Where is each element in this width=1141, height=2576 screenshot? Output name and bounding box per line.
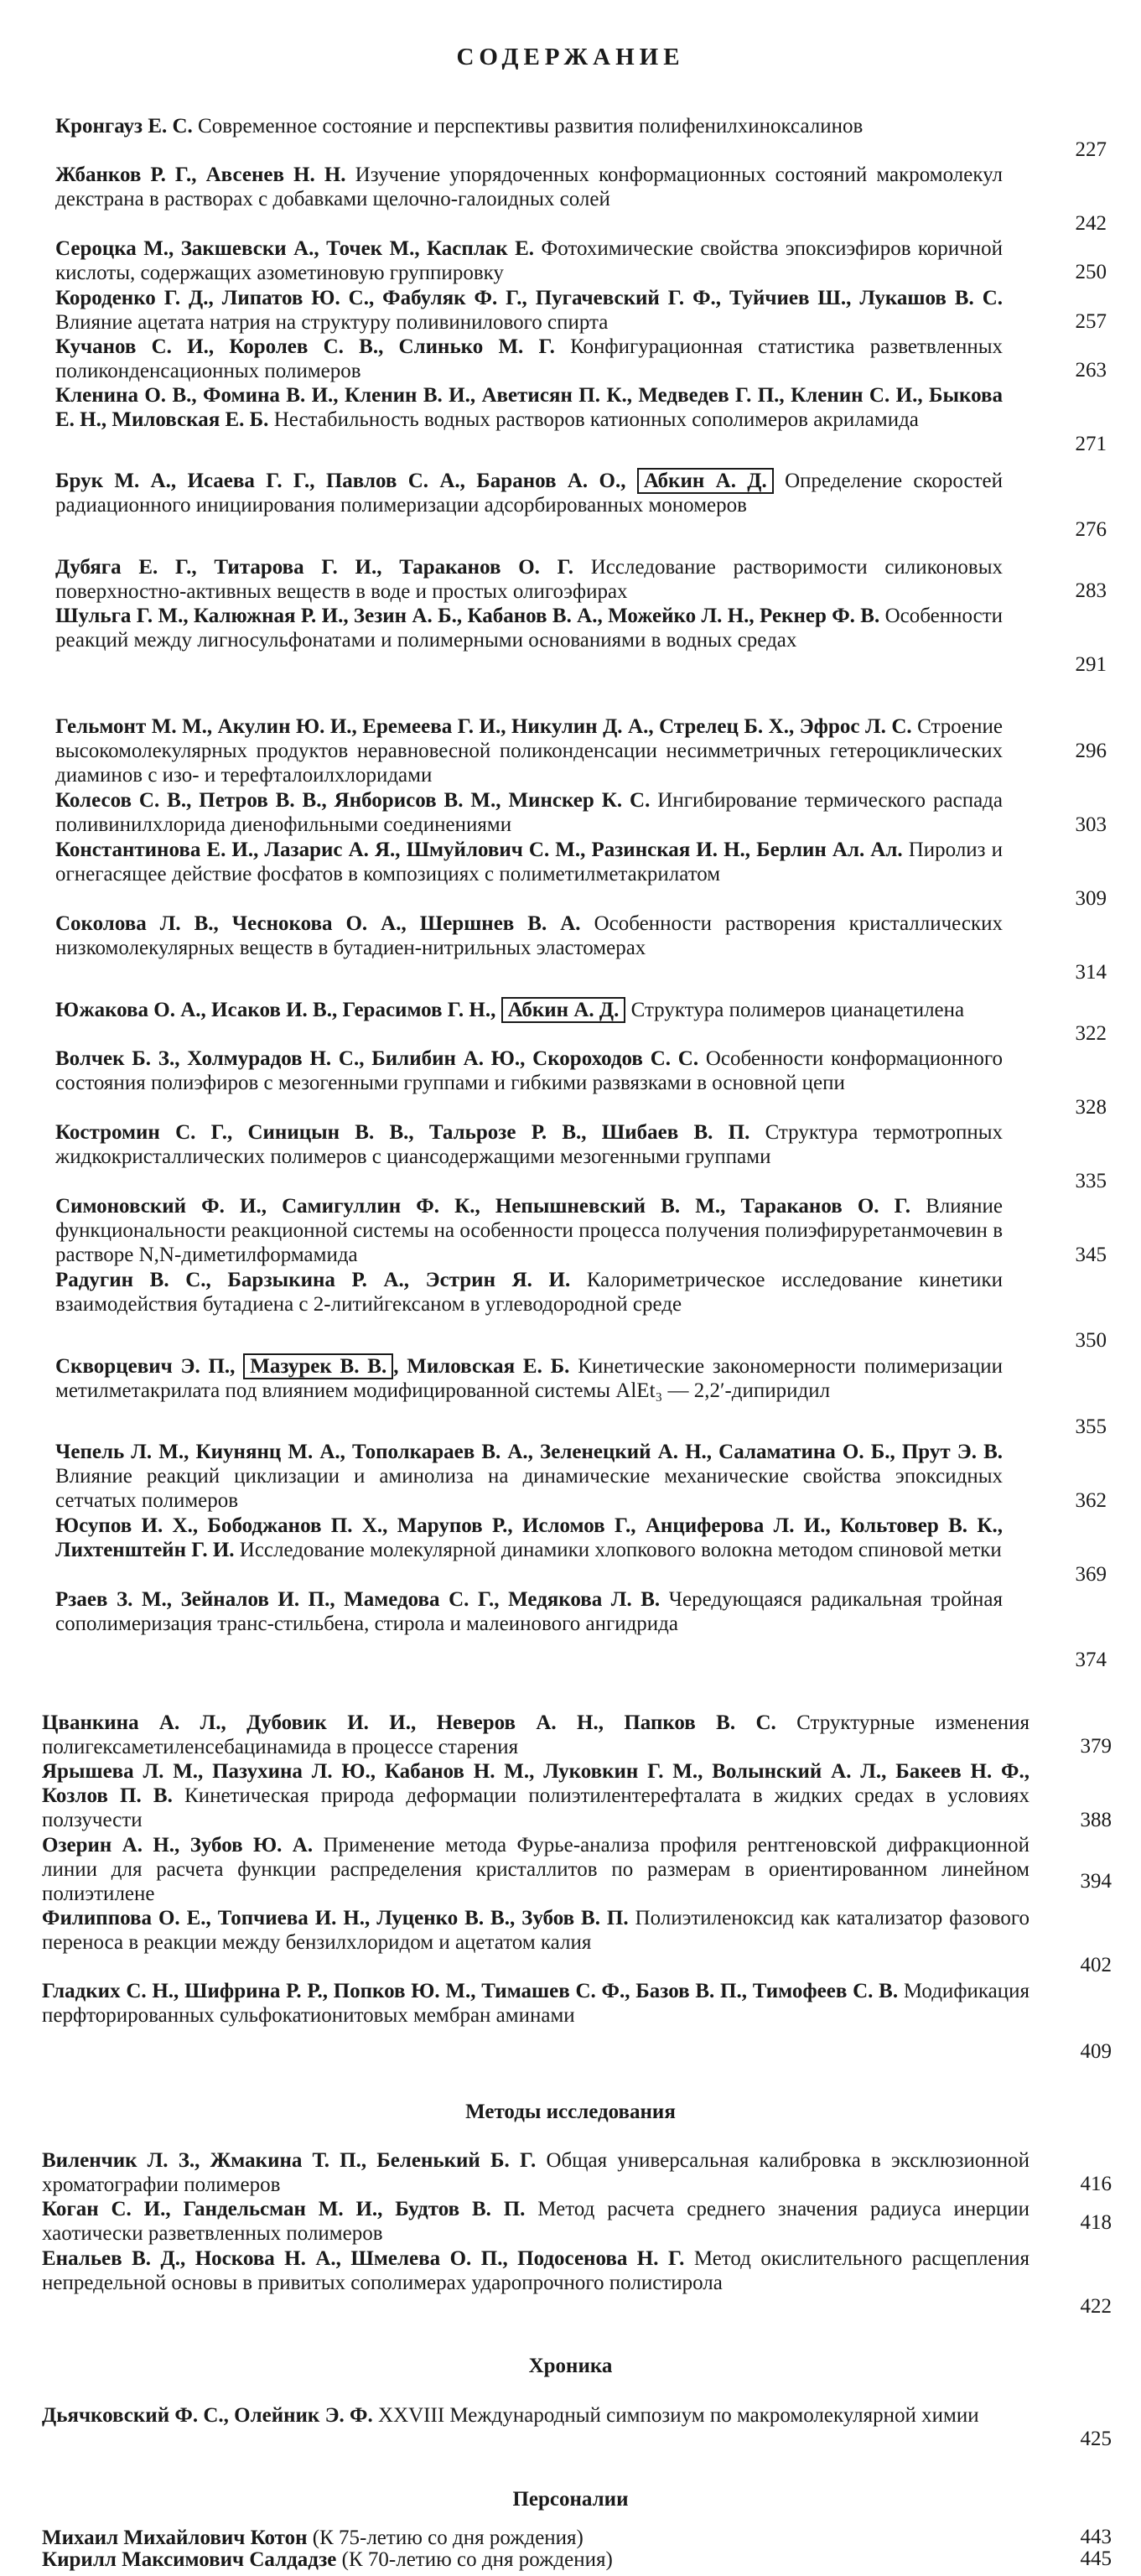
- entry-authors: Сероцка М., Закшевски А., Точек М., Касплак Е.: [55, 237, 535, 260]
- toc-entry: [55, 911, 1003, 960]
- toc-entry: [42, 1759, 1029, 1833]
- entry-title: Изучение упорядоченных конформационных состояний макромолекул декстрана в растворах с добавками щелочно-галоидных солей: [55, 164, 1003, 211]
- entry-title: Метод расчета среднего значения радиуса инерции хаотически разветвленных полимеров: [42, 2198, 1029, 2246]
- entry-title: Полиэтиленоксид как катализатор фазового переноса в реакции между бензилхлоридом и ацетатом калия: [42, 1907, 1030, 1955]
- entry-title: Конфигурационная статистика разветвленных поликонденсационных полимеров: [55, 335, 1004, 383]
- toc-entry: [55, 1514, 1003, 1562]
- entry-page: 422: [1080, 2295, 1112, 2318]
- entry-page: 314: [1075, 961, 1107, 984]
- entry-page: 355: [1075, 1415, 1107, 1438]
- entry-page: 335: [1075, 1170, 1107, 1192]
- entry-page: 443: [1080, 2526, 1112, 2548]
- entry-authors: Михаил Михайлович Котон: [42, 2527, 308, 2549]
- entry-authors: Шульга Г. М., Калюжная Р. И., Зезин А. Б., Кабанов В. А., Можейко Л. Н., Рекнер Ф. В.: [55, 605, 880, 627]
- section-heading-personalia: Персоналии: [512, 2488, 629, 2511]
- boxed-author: Абкин А. Д.: [637, 468, 774, 494]
- entry-page: 362: [1075, 1489, 1107, 1512]
- toc-entry: [55, 714, 1003, 788]
- entry-title: Общая универсальная калибровка в эксклюзионной хроматографии полимеров: [42, 2149, 1029, 2197]
- entry-authors: Дьячковский Ф. С., Олейник Э. Ф.: [42, 2404, 373, 2427]
- entry-title: Структура термотропных жидкокристаллических полимеров с циансодержащими мезогенными группами: [55, 1121, 1003, 1169]
- boxed-author: Абкин А. Д.: [501, 997, 626, 1023]
- toc-entry: [55, 1120, 1003, 1169]
- boxed-author: Мазурек В. В.: [243, 1353, 393, 1379]
- entry-page: 409: [1080, 2040, 1112, 2063]
- toc-entry: [42, 2197, 1029, 2246]
- entry-page: 291: [1075, 653, 1107, 676]
- entry-title: Особенности конформационного состояния полиэфиров с мезогенными группами и гибкими развязками в основной цепи: [55, 1047, 1004, 1095]
- toc-entry: [55, 286, 1003, 335]
- entry-page: 303: [1075, 813, 1107, 836]
- toc-entry: [42, 1711, 1029, 1759]
- entry-title: Кинетические закономерности полимеризации метилметакрилата под влиянием модифицированной системы AlEt₃ — 2,2′-дипиридил: [55, 1355, 1004, 1403]
- entry-authors: Чепель Л. М., Киунянц М. А., Тополкараев В. А., Зеленецкий А. Н., Саламатина О. Б., Прут Э. В.: [55, 1441, 1003, 1463]
- toc-entry: [42, 2403, 1029, 2428]
- entry-authors: Скворцевич Э. П.,: [55, 1355, 236, 1378]
- entry-title: Влияние функциональности реакционной системы на особенности процесса получения полиэфируретанмочевин в растворе N,N-диметилформамида: [55, 1195, 1004, 1267]
- entry-page: 263: [1075, 359, 1107, 382]
- toc-entry: [55, 788, 1003, 837]
- entry-page: 242: [1075, 212, 1107, 235]
- entry-authors: Константинова Е. И., Лазарис А. Я., Шмуйлович С. М., Разинская И. Н., Берлин Ал. Ал.: [55, 839, 903, 861]
- entry-authors: Ярышева Л. М., Пазухина Л. Ю., Кабанов Н. М., Луковкин Г. М., Волынский А. Л., Бакеев Н. Ф., Козлов П. В.: [42, 1760, 1029, 1808]
- entry-page: 250: [1075, 261, 1107, 283]
- entry-page: 402: [1080, 1954, 1112, 1976]
- entry-page: 425: [1080, 2428, 1112, 2450]
- entry-authors: Южакова О. А., Исаков И. В., Герасимов Г. Н.,: [55, 999, 496, 1021]
- entry-title: Метод окислительного расщепления непредельной основы в привитых сополимерах ударопрочного полистирола: [42, 2247, 1029, 2295]
- entry-page: 257: [1075, 310, 1107, 333]
- entry-authors: Виленчик Л. З., Жмакина Т. П., Беленький Б. Г.: [42, 2149, 537, 2172]
- entry-authors: Брук М. А., Исаева Г. Г., Павлов С. А., Баранов А. О.,: [55, 470, 626, 492]
- toc-entry: [55, 1268, 1003, 1317]
- toc-entry: [42, 2246, 1029, 2295]
- toc-entry: [55, 469, 1003, 517]
- toc-entry: [55, 555, 1003, 604]
- entry-authors: Цванкина А. Л., Дубовик И. И., Неверов А. Н., Папков В. С.: [42, 1711, 776, 1734]
- entry-title: Структура полимеров цианацетилена: [630, 999, 965, 1021]
- entry-title: Особенности реакций между лигносульфонатами и полимерными основаниями в водных средах: [55, 605, 1003, 652]
- entry-authors: Гладких С. Н., Шифрина Р. Р., Попков Ю. М., Тимашев С. Ф., Базов В. П., Тимофеев С. В.: [42, 1980, 899, 2002]
- section-heading-chronicle: Хроника: [528, 2355, 613, 2377]
- entry-page: 309: [1075, 887, 1107, 910]
- toc-entry: [55, 335, 1003, 383]
- entry-title: Модификация перфторированных сульфокатионитовых мембран аминами: [42, 1980, 1030, 2028]
- entry-page: 379: [1080, 1735, 1112, 1758]
- entry-title: (К 75-летию со дня рождения): [312, 2527, 583, 2549]
- toc-entry: [42, 1906, 1029, 1955]
- toc-entry: [55, 1440, 1003, 1514]
- toc-entry: [55, 236, 1003, 285]
- entry-title: Чередующаяся радикальная тройная сополимеризация транс-стильбена, стирола и малеинового ангидрида: [55, 1588, 1004, 1636]
- toc-entry: [55, 998, 1003, 1022]
- entry-page: 328: [1075, 1096, 1107, 1119]
- entry-page: 445: [1080, 2547, 1112, 2570]
- page-title: СОДЕРЖАНИЕ: [456, 44, 685, 70]
- entry-title: (К 70-летию со дня рождения): [341, 2548, 613, 2571]
- entry-title: Структурные изменения полигексаметиленсебацинамида в процессе старения: [42, 1711, 1030, 1759]
- toc-entry: [55, 1194, 1003, 1268]
- entry-authors: Кирилл Максимович Салдадзе: [42, 2548, 337, 2571]
- entry-authors: Короденко Г. Д., Липатов Ю. С., Фабуляк Ф. Г., Пугачевский Г. Ф., Туйчиев Ш., Лукашов В. С.: [55, 287, 1003, 309]
- entry-title: Строение высокомолекулярных продуктов неравновесной поликонденсации несимметричных гетероциклических диаминов с изо- и терефталоилхлоридами: [55, 715, 1004, 787]
- entry-page: 388: [1080, 1809, 1112, 1831]
- entry-authors: Рзаев З. М., Зейналов И. П., Мамедова С. Г., Медякова Л. В.: [55, 1588, 661, 1611]
- entry-page: 227: [1075, 138, 1107, 161]
- entry-authors: Кучанов С. И., Королев С. В., Слинько М. Г.: [55, 335, 555, 358]
- entry-authors: Кронгауз Е. С.: [55, 115, 193, 138]
- entry-authors: Озерин А. Н., Зубов Ю. А.: [42, 1834, 314, 1857]
- entry-title: Влияние реакций циклизации и аминолиза на динамические механические свойства эпоксидных сетчатых полимеров: [55, 1465, 1003, 1513]
- entry-title: Калориметрическое исследование кинетики взаимодействия бутадиена с 2-литийгексаном в углеводородной среде: [55, 1269, 1004, 1317]
- entry-page: 283: [1075, 579, 1107, 602]
- entry-title: Применение метода Фурье-анализа профиля рентгеновской дифракционной линии для расчета функции распределения кристаллитов по размерам в ориентированном линейном полиэтилене: [42, 1834, 1030, 1906]
- toc-entry: [42, 2547, 1029, 2572]
- entry-authors: Дубяга Е. Г., Титарова Г. И., Тараканов О. Г.: [55, 556, 573, 579]
- entry-authors: Юсупов И. Х., Бободжанов П. Х., Марупов Р., Исломов Г., Анциферова Л. И., Кольтовер В. К., Лихтенштейн Г. И.: [55, 1514, 1003, 1562]
- entry-authors: Филиппова О. Е., Топчиева И. Н., Луценко В. В., Зубов В. П.: [42, 1907, 629, 1929]
- toc-entry: [55, 163, 1003, 211]
- toc-entry: [42, 2526, 1029, 2550]
- entry-page: 418: [1080, 2211, 1112, 2234]
- toc-entry: [55, 114, 1003, 138]
- entry-title: Влияние ацетата натрия на структуру поливинилового спирта: [55, 311, 609, 335]
- entry-page: 296: [1075, 740, 1107, 762]
- entry-page: 350: [1075, 1329, 1107, 1352]
- entry-authors: Гельмонт М. М., Акулин Ю. И., Еремеева Г. И., Никулин Д. А., Стрелец Б. Х., Эфрос Л. С.: [55, 715, 912, 738]
- entry-title: Определение скоростей радиационного инициирования полимеризации адсорбированных мономеров: [55, 470, 1004, 517]
- toc-entry: [55, 1046, 1003, 1095]
- entry-authors: Енальев В. Д., Носкова Н. А., Шмелева О. П., Подосенова Н. Г.: [42, 2247, 685, 2270]
- entry-page: 345: [1075, 1244, 1107, 1266]
- entry-title: Кинетическая природа деформации полиэтилентерефталата в жидких средах в условиях ползучести: [42, 1784, 1029, 1832]
- entry-page: 374: [1075, 1649, 1107, 1671]
- entry-title: Исследование растворимости силиконовых поверхностно-активных веществ в воде и простых олигоэфирах: [55, 556, 1004, 604]
- toc-entry: [55, 383, 1003, 432]
- entry-authors: Коган С. И., Гандельсман М. И., Будтов В. П.: [42, 2198, 526, 2220]
- entry-page: 394: [1080, 1870, 1112, 1893]
- entry-title: Особенности растворения кристаллических низкомолекулярных веществ в бутадиен-нитрильных эластомерах: [55, 912, 1004, 960]
- entry-authors: Костромин С. Г., Синицын В. В., Тальрозе Р. В., Шибаев В. П.: [55, 1121, 750, 1144]
- entry-authors: Жбанков Р. Г., Авсенев Н. Н.: [55, 164, 346, 186]
- entry-authors: Волчек Б. З., Холмурадов Н. С., Билибин А. Ю., Скороходов С. С.: [55, 1047, 699, 1070]
- entry-title: Фотохимические свойства эпоксиэфиров коричной кислоты, содержащих азометиновую группировку: [55, 237, 1003, 285]
- toc-entry: [42, 1833, 1029, 1907]
- entry-authors: Кленина О. В., Фомина В. И., Кленин В. И., Аветисян П. К., Медведев Г. П., Кленин С. И., Быкова Е. Н., Миловская Е. Б.: [55, 384, 1003, 432]
- entry-title: Пиролиз и огнегасящее действие фосфатов в композициях с полиметилметакрилатом: [55, 839, 1004, 886]
- toc-entry: [42, 1979, 1029, 2028]
- entry-title: Современное состояние и перспективы развития полифенилхиноксалинов: [198, 115, 864, 138]
- entry-title: Исследование молекулярной динамики хлопкового волокна методом спиновой метки: [239, 1539, 1002, 1562]
- toc-entry: [55, 1354, 1003, 1403]
- toc-entry: [42, 2148, 1029, 2197]
- entry-page: 322: [1075, 1022, 1107, 1045]
- entry-title: XXVIII Международный симпозиум по макромолекулярной химии: [378, 2404, 979, 2427]
- entry-page: 271: [1075, 433, 1107, 455]
- entry-authors: Соколова Л. В., Чеснокова О. А., Шершнев В. А.: [55, 912, 581, 935]
- toc-entry: [55, 604, 1003, 652]
- entry-page: 369: [1075, 1563, 1107, 1586]
- entry-page: 276: [1075, 518, 1107, 541]
- entry-title: Ингибирование термического распада поливинилхлорида диенофильными соединениями: [55, 789, 1003, 837]
- entry-authors: , Миловская Е. Б.: [393, 1355, 570, 1378]
- section-heading-methods: Методы исследования: [465, 2101, 676, 2123]
- entry-authors: Радугин В. С., Барзыкина Р. А., Эстрин Я. И.: [55, 1269, 571, 1291]
- toc-entry: [55, 838, 1003, 886]
- entry-authors: Симоновский Ф. И., Самигуллин Ф. К., Непышневский В. М., Тараканов О. Г.: [55, 1195, 910, 1218]
- entry-title: Нестабильность водных растворов катионных сополимеров акриламида: [273, 408, 919, 432]
- entry-authors: Колесов С. В., Петров В. В., Янборисов В. М., Минскер К. С.: [55, 789, 651, 812]
- entry-page: 416: [1080, 2173, 1112, 2195]
- toc-entry: [55, 1587, 1003, 1636]
